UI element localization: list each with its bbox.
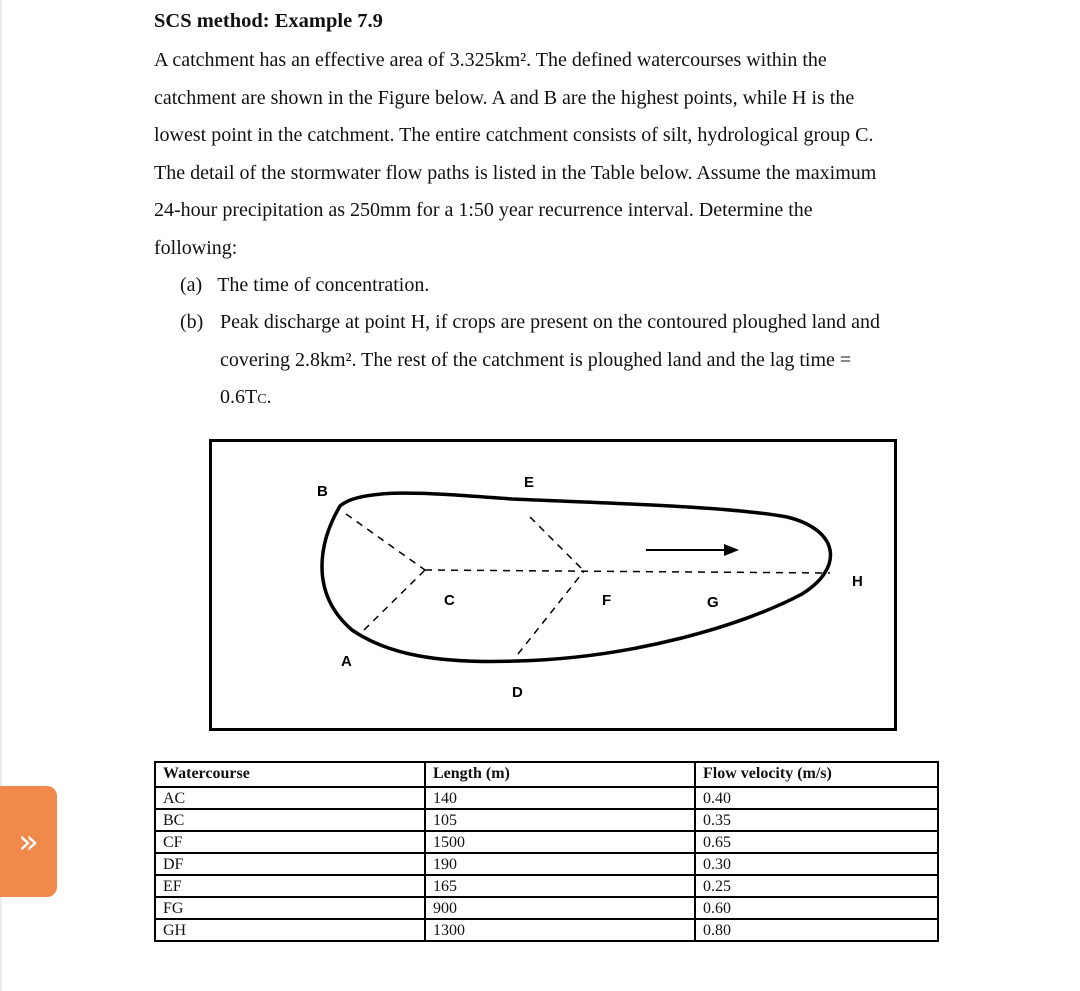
- velocity-cell: 0.65: [695, 831, 938, 853]
- velocity-cell: 0.30: [695, 853, 938, 875]
- table-row: [155, 897, 938, 919]
- header-velocity: Flow velocity (m/s): [695, 762, 938, 787]
- point-label-h: H: [852, 573, 863, 590]
- point-label-e: E: [524, 474, 535, 491]
- arrow-head-icon: [724, 544, 739, 556]
- watercourse-cell: GH: [155, 919, 425, 941]
- table-row: [155, 787, 938, 809]
- watercourse-cell: AC: [155, 787, 425, 809]
- watercourse-df: [518, 571, 584, 654]
- period: .: [266, 386, 272, 408]
- catchment-figure: [209, 439, 897, 731]
- watercourse-bc: [346, 514, 425, 570]
- length-cell: 1300: [425, 919, 695, 941]
- double-chevron-right-icon: »: [18, 821, 39, 862]
- table-row: [155, 919, 938, 941]
- header-length: Length (m): [425, 762, 695, 787]
- length-cell: 190: [425, 853, 695, 875]
- point-label-b: B: [317, 483, 328, 500]
- watercourse-table: [154, 761, 939, 942]
- question-b-line: Peak discharge at point H, if crops are present on the contoured ploughed land and: [220, 311, 880, 333]
- statement-line: The detail of the stormwater flow paths is listed in the Table below. Assume the maximum: [154, 161, 877, 184]
- velocity-cell: 0.40: [695, 787, 938, 809]
- point-label-f: F: [602, 592, 612, 609]
- catchment-diagram: [212, 442, 894, 728]
- length-cell: 140: [425, 787, 695, 809]
- watercourse-ef: [530, 517, 584, 571]
- point-label-d: D: [512, 684, 523, 701]
- question-b-line: covering 2.8km². The rest of the catchment is ploughed land and the lag time =: [220, 348, 852, 371]
- watercourse-ac: [364, 570, 425, 630]
- table-row: [155, 853, 938, 875]
- table-row: [155, 875, 938, 897]
- question-a-text: The time of concentration.: [217, 274, 430, 296]
- length-cell: 1500: [425, 831, 695, 853]
- question-a: [180, 267, 429, 305]
- table-header-row: [155, 762, 938, 787]
- watercourse-cell: BC: [155, 809, 425, 831]
- statement-line: lowest point in the catchment. The entire catchment consists of silt, hydrological group C.: [154, 124, 874, 146]
- statement-line: following:: [154, 236, 238, 259]
- table-row: [155, 809, 938, 831]
- watercourse-cell: FG: [155, 897, 425, 919]
- catchment-boundary: [322, 493, 830, 661]
- problem-statement: [154, 42, 951, 267]
- question-b-text: [220, 304, 951, 419]
- point-label-c: C: [444, 592, 455, 609]
- length-cell: 165: [425, 875, 695, 897]
- velocity-cell: 0.35: [695, 809, 938, 831]
- statement-line: catchment are shown in the Figure below. A and B are the highest points, while H is the: [154, 86, 855, 109]
- example-title: SCS method: Example 7.9: [154, 10, 383, 32]
- watercourse-cell: DF: [155, 853, 425, 875]
- watercourse-cell: CF: [155, 831, 425, 853]
- length-cell: 105: [425, 809, 695, 831]
- watercourse-cell: EF: [155, 875, 425, 897]
- header-watercourse: Watercourse: [155, 762, 425, 787]
- point-label-a: A: [341, 653, 352, 670]
- watercourse-ch: [425, 570, 830, 573]
- length-cell: 900: [425, 897, 695, 919]
- table-row: [155, 831, 938, 853]
- tc-subscript: C: [257, 392, 267, 407]
- question-b-line: [220, 379, 951, 419]
- velocity-cell: 0.25: [695, 875, 938, 897]
- question-b-label: (b): [180, 311, 204, 333]
- statement-line: A catchment has an effective area of 3.325km². The defined watercourses within the: [154, 49, 827, 71]
- lag-time-value: 0.6T: [220, 386, 258, 408]
- velocity-cell: 0.60: [695, 897, 938, 919]
- velocity-cell: 0.80: [695, 919, 938, 941]
- question-a-label: (a): [180, 274, 203, 296]
- statement-line: 24-hour precipitation as 250mm for a 1:50 year recurrence interval. Determine the: [154, 199, 813, 221]
- expand-panel-button[interactable]: [0, 786, 57, 897]
- point-label-g: G: [707, 594, 719, 611]
